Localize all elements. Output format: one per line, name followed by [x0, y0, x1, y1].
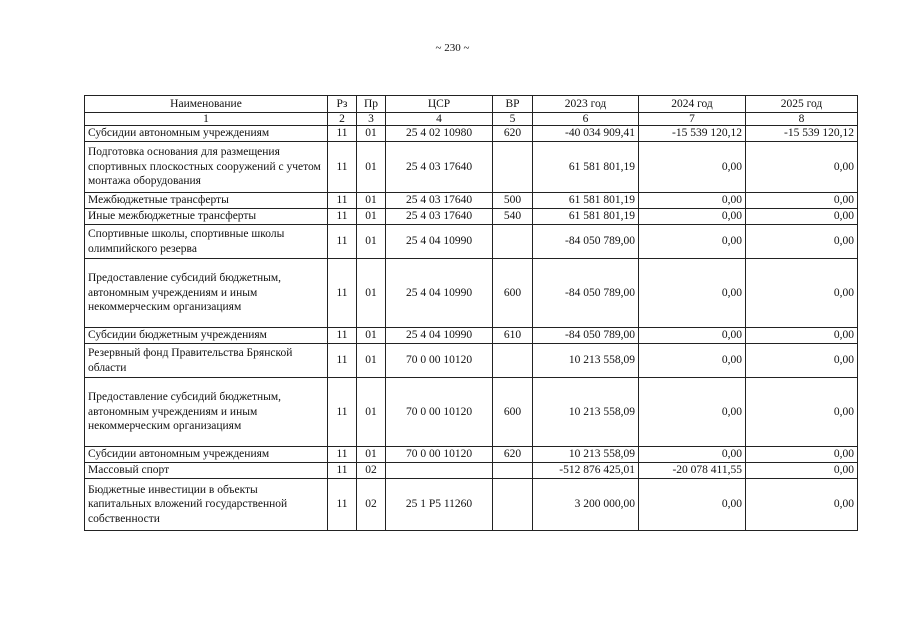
table-row — [85, 193, 858, 209]
table-row — [85, 225, 858, 259]
row-pr: 01 — [357, 447, 386, 463]
row-2024: -15 539 120,12 — [639, 126, 746, 142]
row-pr: 01 — [357, 259, 386, 328]
row-csr: 25 4 03 17640 — [386, 209, 493, 225]
column-index: 3 — [357, 113, 386, 126]
table-row — [85, 209, 858, 225]
row-name: Подготовка основания для размещения спортивных плоскостных сооружений с учетом монтажа оборудования — [85, 142, 328, 193]
row-csr: 25 4 04 10990 — [386, 328, 493, 344]
row-vr — [493, 142, 533, 193]
row-csr: 70 0 00 10120 — [386, 447, 493, 463]
row-name: Межбюджетные трансферты — [85, 193, 328, 209]
row-csr: 25 4 03 17640 — [386, 193, 493, 209]
row-2025: 0,00 — [746, 447, 858, 463]
row-pr: 01 — [357, 225, 386, 259]
row-name: Резервный фонд Правительства Брянской области — [85, 344, 328, 378]
row-pr: 01 — [357, 344, 386, 378]
row-vr: 540 — [493, 209, 533, 225]
row-2023: -512 876 425,01 — [533, 463, 639, 479]
table-row — [85, 463, 858, 479]
column-index: 6 — [533, 113, 639, 126]
row-rz: 11 — [328, 463, 357, 479]
row-rz: 11 — [328, 126, 357, 142]
row-csr: 25 4 03 17640 — [386, 142, 493, 193]
row-name: Предоставление субсидий бюджетным, автономным учреждениям и иным некоммерческим организациям — [85, 378, 328, 447]
row-pr: 01 — [357, 126, 386, 142]
row-pr: 01 — [357, 378, 386, 447]
row-name: Субсидии автономным учреждениям — [85, 126, 328, 142]
row-2025: 0,00 — [746, 328, 858, 344]
row-2023: 10 213 558,09 — [533, 378, 639, 447]
row-vr — [493, 344, 533, 378]
column-index: 7 — [639, 113, 746, 126]
row-vr: 610 — [493, 328, 533, 344]
row-pr: 01 — [357, 193, 386, 209]
row-rz: 11 — [328, 193, 357, 209]
table-row — [85, 378, 858, 447]
row-2024: 0,00 — [639, 447, 746, 463]
row-2025: 0,00 — [746, 193, 858, 209]
row-2025: 0,00 — [746, 479, 858, 531]
row-vr: 500 — [493, 193, 533, 209]
row-pr: 02 — [357, 479, 386, 531]
row-vr — [493, 463, 533, 479]
column-header-2024: 2024 год — [639, 96, 746, 113]
row-2025: 0,00 — [746, 259, 858, 328]
row-2023: 10 213 558,09 — [533, 344, 639, 378]
row-2025: 0,00 — [746, 344, 858, 378]
row-2023: -40 034 909,41 — [533, 126, 639, 142]
row-name: Предоставление субсидий бюджетным, автономным учреждениям и иным некоммерческим организациям — [85, 259, 328, 328]
row-csr: 70 0 00 10120 — [386, 378, 493, 447]
row-2024: 0,00 — [639, 344, 746, 378]
row-name: Бюджетные инвестиции в объекты капитальных вложений государственной собственности — [85, 479, 328, 531]
column-header-csr: ЦСР — [386, 96, 493, 113]
row-2023: -84 050 789,00 — [533, 225, 639, 259]
column-header-2025: 2025 год — [746, 96, 858, 113]
row-name: Субсидии автономным учреждениям — [85, 447, 328, 463]
row-csr — [386, 463, 493, 479]
row-rz: 11 — [328, 225, 357, 259]
row-2023: 61 581 801,19 — [533, 142, 639, 193]
column-index-row — [85, 113, 858, 126]
row-rz: 11 — [328, 142, 357, 193]
row-pr: 02 — [357, 463, 386, 479]
row-rz: 11 — [328, 344, 357, 378]
row-rz: 11 — [328, 479, 357, 531]
column-index: 4 — [386, 113, 493, 126]
budget-table — [84, 95, 858, 531]
table-row — [85, 344, 858, 378]
column-header-2023: 2023 год — [533, 96, 639, 113]
table-row — [85, 447, 858, 463]
table-row — [85, 126, 858, 142]
table-row — [85, 259, 858, 328]
row-name: Массовый спорт — [85, 463, 328, 479]
row-name: Спортивные школы, спортивные школы олимпийского резерва — [85, 225, 328, 259]
row-rz: 11 — [328, 447, 357, 463]
row-rz: 11 — [328, 259, 357, 328]
row-csr: 25 4 04 10990 — [386, 225, 493, 259]
row-2024: 0,00 — [639, 479, 746, 531]
row-2024: 0,00 — [639, 225, 746, 259]
row-vr — [493, 479, 533, 531]
row-rz: 11 — [328, 328, 357, 344]
row-rz: 11 — [328, 378, 357, 447]
row-pr: 01 — [357, 328, 386, 344]
column-header-rz: Рз — [328, 96, 357, 113]
table-row — [85, 328, 858, 344]
row-2024: 0,00 — [639, 193, 746, 209]
row-2023: 61 581 801,19 — [533, 193, 639, 209]
row-2025: 0,00 — [746, 209, 858, 225]
row-2025: -15 539 120,12 — [746, 126, 858, 142]
row-2025: 0,00 — [746, 142, 858, 193]
row-2023: 10 213 558,09 — [533, 447, 639, 463]
row-vr: 620 — [493, 447, 533, 463]
table-row — [85, 142, 858, 193]
row-vr: 600 — [493, 259, 533, 328]
row-2024: 0,00 — [639, 142, 746, 193]
row-vr — [493, 225, 533, 259]
row-2023: -84 050 789,00 — [533, 328, 639, 344]
column-header-vr: ВР — [493, 96, 533, 113]
column-index: 1 — [85, 113, 328, 126]
page-number: ~ 230 ~ — [435, 42, 470, 54]
row-2025: 0,00 — [746, 378, 858, 447]
row-pr: 01 — [357, 142, 386, 193]
header-row — [85, 96, 858, 113]
row-2024: -20 078 411,55 — [639, 463, 746, 479]
row-csr: 25 4 04 10990 — [386, 259, 493, 328]
row-2023: 61 581 801,19 — [533, 209, 639, 225]
row-name: Субсидии бюджетным учреждениям — [85, 328, 328, 344]
row-2023: 3 200 000,00 — [533, 479, 639, 531]
row-pr: 01 — [357, 209, 386, 225]
row-2024: 0,00 — [639, 328, 746, 344]
row-2024: 0,00 — [639, 378, 746, 447]
row-rz: 11 — [328, 209, 357, 225]
row-2025: 0,00 — [746, 225, 858, 259]
row-vr: 600 — [493, 378, 533, 447]
column-header-name: Наименование — [85, 96, 328, 113]
column-index: 2 — [328, 113, 357, 126]
column-index: 8 — [746, 113, 858, 126]
row-csr: 70 0 00 10120 — [386, 344, 493, 378]
column-header-pr: Пр — [357, 96, 386, 113]
row-2025: 0,00 — [746, 463, 858, 479]
row-csr: 25 4 02 10980 — [386, 126, 493, 142]
row-csr: 25 1 P5 11260 — [386, 479, 493, 531]
column-index: 5 — [493, 113, 533, 126]
table-row — [85, 479, 858, 531]
row-2023: -84 050 789,00 — [533, 259, 639, 328]
row-vr: 620 — [493, 126, 533, 142]
row-2024: 0,00 — [639, 259, 746, 328]
row-name: Иные межбюджетные трансферты — [85, 209, 328, 225]
row-2024: 0,00 — [639, 209, 746, 225]
